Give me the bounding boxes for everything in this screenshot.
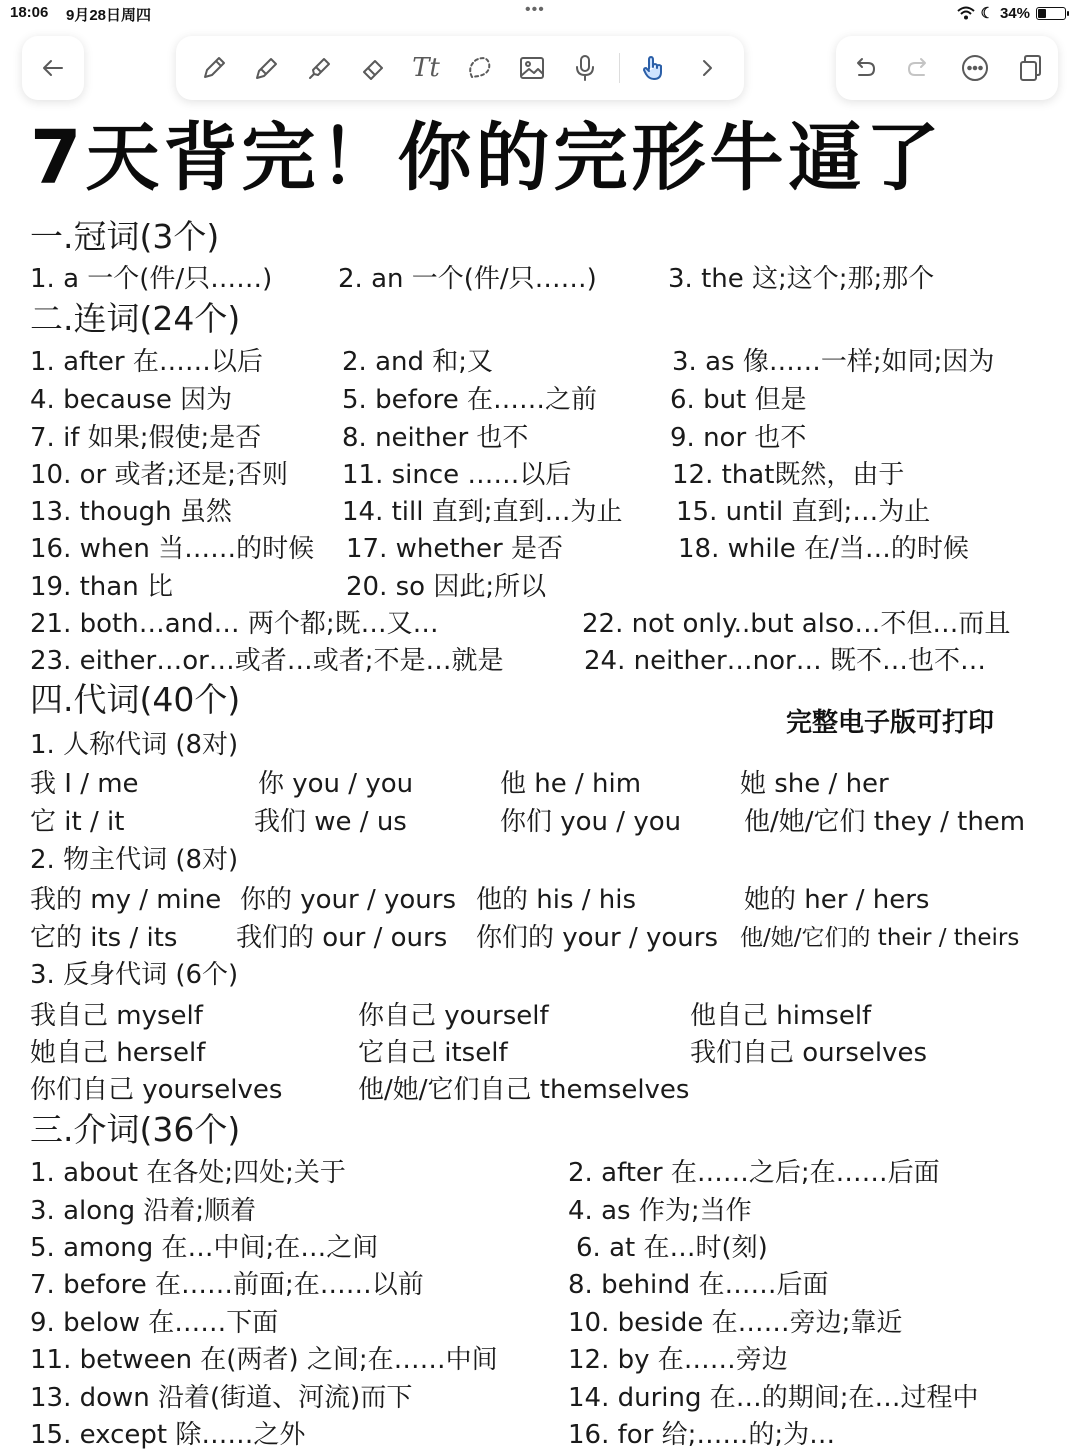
subheading-personal: 1. 人称代词 (8对): [30, 730, 239, 760]
battery-icon: [1036, 7, 1066, 20]
toolbar-divider: [619, 53, 620, 83]
subheading-possessive: 2. 物主代词 (8对): [30, 845, 239, 875]
list-item: 14. during 在…的期间;在…过程中: [568, 1383, 979, 1413]
back-button[interactable]: [22, 36, 84, 100]
list-item: 13. down 沿着(街道、河流)而下: [30, 1383, 413, 1413]
list-item: 15. except 除……之外: [30, 1420, 306, 1450]
list-item: 我们自己 ourselves: [690, 1038, 928, 1068]
list-item: 11. between 在(两者) 之间;在……中间: [30, 1345, 498, 1375]
list-item: 16. for 给;……的;为…: [568, 1420, 836, 1450]
list-item: 20. so 因此;所以: [346, 572, 547, 602]
list-item: 它 it / it: [30, 807, 125, 837]
image-icon[interactable]: [509, 44, 556, 92]
list-item: 她自己 herself: [30, 1038, 206, 1068]
list-item: 19. than 比: [30, 572, 173, 602]
list-item: 9. nor 也不: [670, 423, 807, 453]
pen-icon[interactable]: [243, 44, 290, 92]
list-item: 它的 its / its: [30, 923, 178, 953]
list-item: 3. as 像……一样;如同;因为: [672, 347, 995, 377]
list-item: 8. behind 在……后面: [568, 1270, 829, 1300]
list-item: 2. after 在……之后;在……后面: [568, 1158, 940, 1188]
list-item: 她的 her / hers: [744, 885, 930, 915]
list-item: 它自己 itself: [358, 1038, 508, 1068]
list-item: 1. about 在各处;四处;关于: [30, 1158, 346, 1188]
chevron-right-icon[interactable]: [683, 44, 730, 92]
list-item: 我自己 myself: [30, 1001, 203, 1031]
list-item: 15. until 直到;…为止: [676, 497, 931, 527]
list-item: 24. neither…nor… 既不…也不…: [584, 646, 987, 676]
list-item: 你们自己 yourselves: [30, 1075, 283, 1105]
more-icon[interactable]: [951, 44, 999, 92]
page-title: 7天背完！你的完形牛逼了: [30, 115, 944, 201]
list-item: 你们的 your / yours: [476, 923, 719, 953]
list-item: 11. since ……以后: [342, 460, 572, 490]
multitask-dots[interactable]: •••: [525, 1, 545, 18]
drawing-tools: [176, 36, 744, 100]
section-heading-pronouns: 四.代词(40个): [30, 680, 241, 719]
wifi-icon: [957, 6, 975, 20]
list-item: 12. that既然，由于: [672, 460, 905, 490]
list-item: 他/她/它们 they / them: [744, 807, 1026, 837]
list-item: 7. before 在……前面;在……以前: [30, 1270, 424, 1300]
list-item: 我的 my / mine: [30, 885, 222, 915]
status-indicators: [957, 4, 1066, 22]
list-item: 8. neither 也不: [342, 423, 529, 453]
list-item: 5. before 在……之前: [342, 385, 598, 415]
text-tool-icon[interactable]: Tt: [412, 53, 440, 83]
list-item: 我们 we / us: [254, 807, 407, 837]
list-item: 4. because 因为: [30, 385, 233, 415]
highlighter-icon[interactable]: [296, 44, 343, 92]
list-item: 2. an 一个(件/只……): [338, 264, 597, 294]
list-item: 9. below 在……下面: [30, 1308, 279, 1338]
section-heading-prepositions: 三.介词(36个): [30, 1110, 241, 1149]
list-item: 你自己 yourself: [358, 1001, 549, 1031]
editor-toolbar: [0, 36, 1080, 104]
list-item: 她 she / her: [740, 769, 889, 799]
eraser-icon[interactable]: [349, 44, 396, 92]
subheading-reflexive: 3. 反身代词 (6个): [30, 960, 239, 990]
list-item: 2. and 和;又: [342, 347, 494, 377]
list-item: 他/她/它们自己 themselves: [358, 1075, 690, 1105]
action-buttons: [836, 36, 1058, 100]
battery-percent: 34%: [999, 4, 1030, 22]
list-item: 6. but 但是: [670, 385, 807, 415]
status-date: 9月28日周四: [66, 7, 152, 24]
list-item: 6. at 在…时(刻): [576, 1233, 768, 1263]
section-heading-articles: 一.冠词(3个): [30, 217, 220, 256]
list-item: 你们 you / you: [500, 807, 682, 837]
status-time: 18:06: [10, 4, 49, 21]
list-item: 18. while 在/当…的时候: [678, 534, 969, 564]
list-item: 他自己 himself: [690, 1001, 872, 1031]
list-item: 1. after 在……以后: [30, 347, 263, 377]
list-item: 10. beside 在……旁边;靠近: [568, 1308, 903, 1338]
list-item: 13. though 虽然: [30, 497, 232, 527]
list-item: 14. till 直到;直到…为止: [342, 497, 623, 527]
list-item: 12. by 在……旁边: [568, 1345, 788, 1375]
list-item: 他/她/它们的 their / theirs: [740, 925, 1020, 951]
list-item: 他 he / him: [500, 769, 642, 799]
touch-icon[interactable]: [630, 44, 677, 92]
list-item: 我 I / me: [30, 769, 139, 799]
list-item: 你的 your / yours: [240, 885, 457, 915]
list-item: 1. a 一个(件/只……): [30, 264, 273, 294]
list-item: 16. when 当……的时候: [30, 534, 315, 564]
list-item: 他的 his / his: [476, 885, 637, 915]
lasso-icon[interactable]: [456, 44, 503, 92]
list-item: 23. either…or…或者…或者;不是…就是: [30, 646, 504, 676]
list-item: 我们的 our / ours: [236, 923, 448, 953]
print-stamp: 完整电子版可打印: [786, 707, 995, 737]
moon-icon: ☾: [980, 5, 994, 22]
list-item: 5. among 在…中间;在…之间: [30, 1233, 379, 1263]
list-item: 4. as 作为;当作: [568, 1196, 752, 1226]
list-item: 7. if 如果;假使;是否: [30, 423, 262, 453]
list-item: 3. along 沿着;顺着: [30, 1196, 257, 1226]
status-bar: [0, 0, 1080, 28]
pages-icon[interactable]: [1006, 44, 1054, 92]
pencil-icon[interactable]: [190, 44, 237, 92]
list-item: 22. not only..but also…不但…而且: [582, 609, 1011, 639]
back-arrow-icon: [29, 44, 77, 92]
undo-icon[interactable]: [840, 44, 888, 92]
list-item: 17. whether 是否: [346, 534, 563, 564]
list-item: 10. or 或者;还是;否则: [30, 460, 288, 490]
mic-icon[interactable]: [562, 44, 609, 92]
redo-icon[interactable]: [895, 44, 943, 92]
section-heading-conjunctions: 二.连词(24个): [30, 299, 241, 338]
list-item: 3. the 这;这个;那;那个: [668, 264, 935, 294]
list-item: 21. both…and… 两个都;既…又…: [30, 609, 439, 639]
list-item: 你 you / you: [258, 769, 414, 799]
